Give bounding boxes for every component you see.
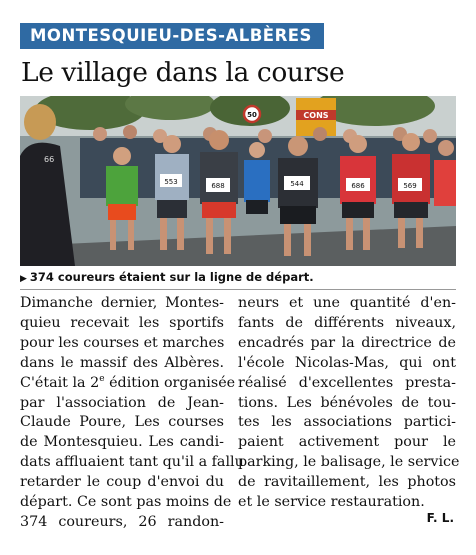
text-line: dans le massif des Albères.	[20, 354, 224, 371]
svg-text:553: 553	[164, 178, 178, 186]
text-line: dats affluaient tant qu'il a fallu	[20, 454, 244, 471]
text-line: par l'association de Jean-	[20, 394, 224, 411]
text-line: départ. Ce sont pas moins de	[20, 494, 232, 511]
text-line: fants de différents niveaux,	[238, 314, 456, 331]
caption-triangle-icon: ▶	[20, 274, 27, 284]
text-line: retarder le coup d'envoi du	[20, 474, 224, 491]
svg-text:688: 688	[211, 182, 225, 190]
text-line: 374 coureurs, 26 randon-	[20, 513, 224, 530]
caption-text: 374 coureurs étaient sur la ligne de départ.	[29, 270, 314, 284]
text-line: paient activement pour le	[238, 434, 456, 451]
caption-divider	[20, 289, 456, 290]
text-line: tes les associations partici-	[238, 414, 456, 431]
text-line: pour les courses et marches	[20, 334, 225, 351]
text-line: de ravitaillement, les photos	[238, 474, 456, 491]
svg-text:569: 569	[403, 182, 417, 190]
article-headline: Le village dans la course	[21, 57, 345, 88]
text-line: tions. Les bénévoles de tou-	[238, 394, 456, 411]
text-line: Dimanche dernier, Montes-	[20, 295, 224, 311]
banner-text: CONS	[303, 111, 329, 120]
text-line-edition: C'était la 2e édition organisée	[20, 373, 236, 391]
svg-text:50: 50	[247, 111, 257, 119]
text-line: neurs et une quantité d'en-	[238, 295, 456, 311]
article-column-2	[238, 294, 460, 513]
race-start-photo	[20, 96, 456, 266]
text-line: encadrés par la directrice de	[238, 334, 456, 351]
text-line: de Montesquieu. Les candi-	[20, 434, 224, 451]
author-signature: F. L.	[426, 511, 454, 525]
photo-caption	[20, 270, 314, 284]
text-line: quieu recevait les sportifs	[20, 314, 224, 331]
article-column-1	[20, 294, 244, 533]
svg-text:686: 686	[351, 182, 365, 190]
svg-text:544: 544	[290, 180, 304, 188]
text-line: et le service restauration.	[238, 494, 425, 511]
svg-text:66: 66	[44, 155, 55, 164]
text-line: Claude Poure, Les courses	[20, 414, 224, 431]
text-line: parking, le balisage, le service	[238, 454, 460, 471]
section-kicker: MONTESQUIEU-DES-ALBÈRES	[20, 23, 324, 49]
text-line: réalisé d'excellentes presta-	[238, 374, 456, 391]
text-line: l'école Nicolas-Mas, qui ont	[238, 354, 456, 371]
